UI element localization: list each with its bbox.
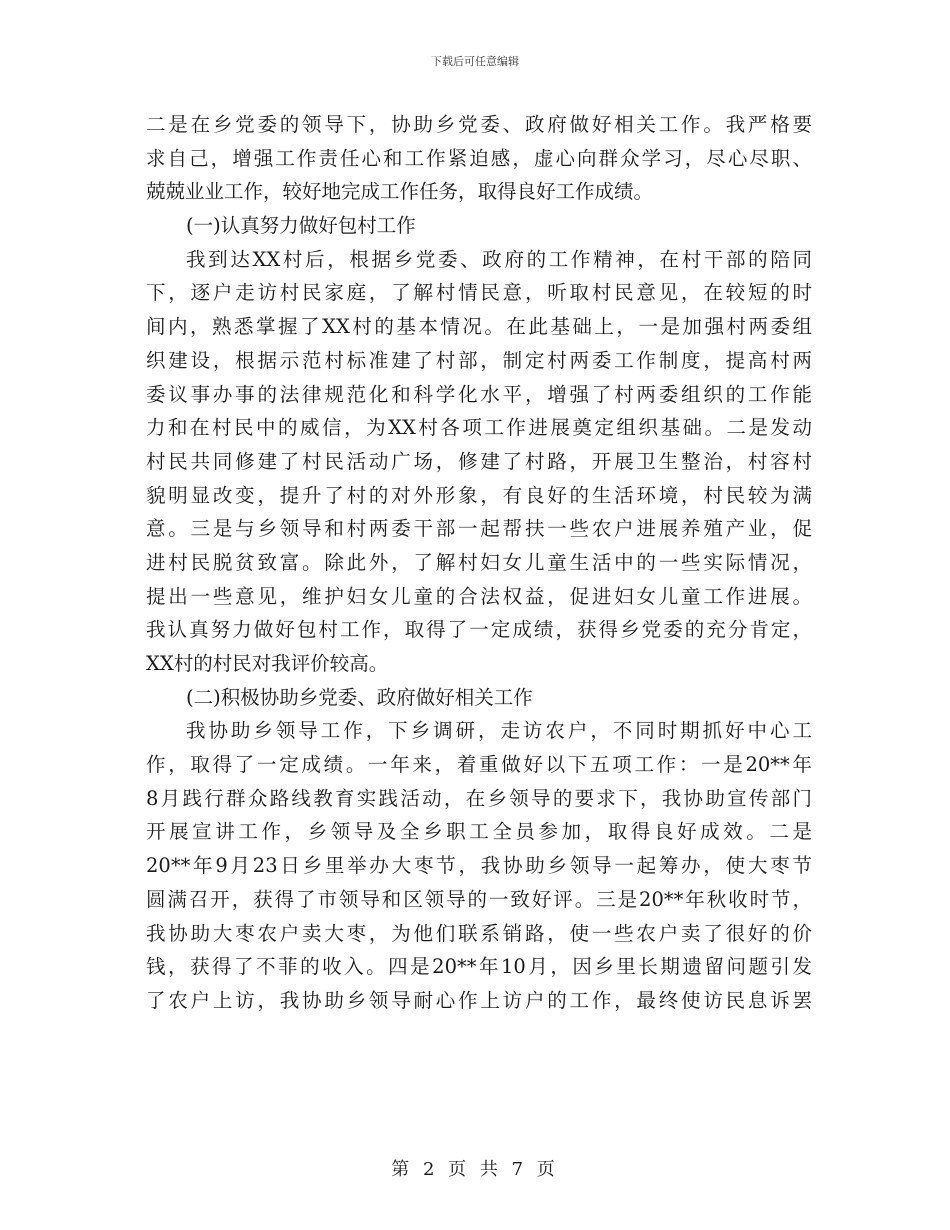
text-line: 织建设，根据示范村标准建了村部，制定村两委工作制度，提高村两: [146, 348, 812, 372]
text-line: 我协助大枣农户卖大枣，为他们联系销路，使一些农户卖了很好的价: [146, 921, 812, 945]
text-line: XX村的村民对我评价较高。: [146, 652, 389, 675]
text-line: 钱，获得了不菲的收入。四是20**年10月，因乡里长期遗留问题引发: [146, 955, 812, 979]
text-line: 开展宣讲工作，乡领导及全乡职工全员参加，取得良好成效。二是: [146, 820, 812, 844]
text-line: 了农户上访，我协助乡领导耐心作上访户的工作，最终使访民息诉罢: [146, 988, 812, 1012]
text-line: 委议事办事的法律规范化和科学化水平，增强了村两委组织的工作能: [146, 382, 812, 406]
text-line: 我到达XX村后，根据乡党委、政府的工作精神，在村干部的陪同: [186, 247, 812, 271]
text-line: 二是在乡党委的领导下，协助乡党委、政府做好相关工作。我严格要: [146, 113, 812, 136]
text-line: 下，逐户走访村民家庭，了解村情民意，听取村民意见，在较短的时: [146, 281, 812, 305]
text-line: 20**年9月23日乡里举办大枣节，我协助乡领导一起筹办，使大枣节: [146, 854, 812, 878]
text-line: 意。三是与乡领导和村两委干部一起帮扶一些农户进展养殖产业，促: [146, 517, 812, 541]
section-heading: (二)积极协助乡党委、政府做好相关工作: [186, 685, 533, 709]
text-line: 我协助乡领导工作，下乡调研，走访农户，不同时期抓好中心工: [186, 719, 812, 743]
text-line: 我认真努力做好包村工作，取得了一定成绩，获得乡党委的充分肯定，: [146, 618, 812, 642]
text-line: 求自己，增强工作责任心和工作紧迫感，虚心向群众学习，尽心尽职、: [146, 146, 812, 170]
document-body: [146, 108, 812, 1018]
page-number-footer: 第 2 页 共 7 页: [391, 1159, 559, 1180]
text-line: 力和在村民中的威信，为XX村各项工作进展奠定组织基础。二是发动: [146, 416, 812, 440]
text-line: 8月践行群众路线教育实践活动，在乡领导的要求下，我协助宣传部门: [146, 786, 812, 810]
text-line: 提出一些意见，维护妇女儿童的合法权益，促进妇女儿童工作进展。: [146, 584, 812, 608]
text-line: 间内，熟悉掌握了XX村的基本情况。在此基础上，一是加强村两委组: [146, 315, 812, 339]
text-line: 圆满召开，获得了市领导和区领导的一致好评。三是20**年秋收时节，: [146, 887, 812, 911]
text-line: 貌明显改变，提升了村的对外形象，有良好的生活环境，村民较为满: [146, 483, 812, 507]
page-header: 下载后可任意编辑: [431, 55, 519, 68]
text-line: 兢兢业业工作，较好地完成工作任务，取得良好工作成绩。: [146, 180, 654, 204]
text-line: 村民共同修建了村民活动广场，修建了村路，开展卫生整治，村容村: [146, 449, 812, 473]
section-heading: (一)认真努力做好包村工作: [186, 214, 416, 238]
text-line: 进村民脱贫致富。除此外，了解村妇女儿童生活中的一些实际情况，: [146, 550, 812, 574]
text-line: 作，取得了一定成绩。一年来，着重做好以下五项工作：一是20**年: [146, 753, 812, 777]
